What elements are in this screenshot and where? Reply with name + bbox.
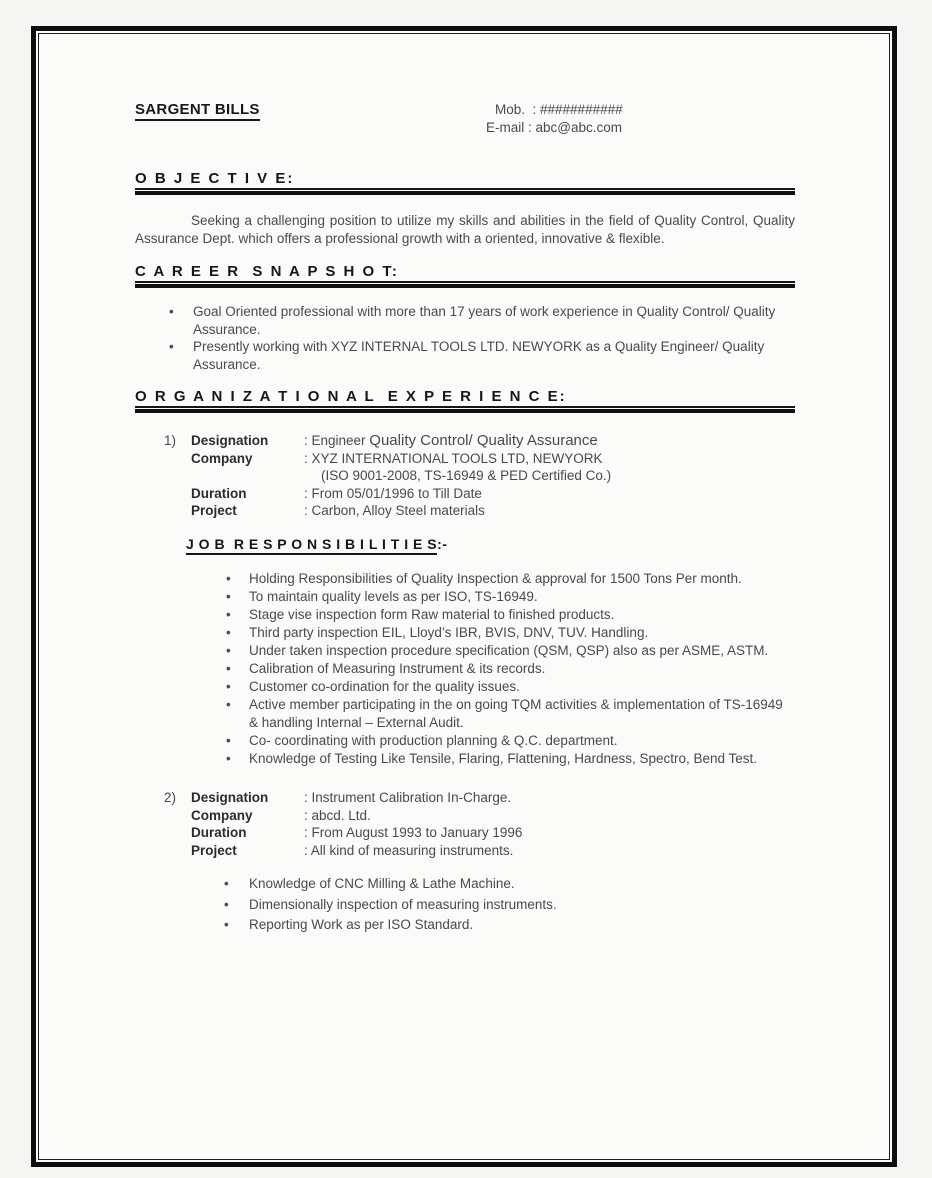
- list-item: • Knowledge of CNC Milling & Lathe Machine.: [135, 875, 795, 893]
- designation-label: Designation: [191, 433, 269, 448]
- list-item: • Co- coordinating with production planning & Q.C. department.: [135, 732, 795, 750]
- company-certification-note: (ISO 9001-2008, TS-16949 & PED Certified Co.): [321, 468, 612, 483]
- contact-mobile: Mob. : ###########: [495, 102, 623, 117]
- project-label: Project: [191, 842, 237, 858]
- candidate-name: SARGENT BILLS: [135, 102, 260, 121]
- project-value: : Carbon, Alloy Steel materials: [304, 503, 485, 518]
- company-value: : XYZ INTERNATIONAL TOOLS LTD, NEWYORK (ISO 9001-2008, TS-16949 & PED Certified Co.): [304, 450, 795, 485]
- duration-value: : From August 1993 to January 1996: [304, 825, 523, 841]
- list-item: • Holding Responsibilities of Quality Inspection & approval for 1500 Tons Per month.: [135, 570, 795, 588]
- job-responsibilities-heading-text: J O B R E S P O N S I B I L I T I E S: [186, 537, 437, 555]
- list-item: • Reporting Work as per ISO Standard.: [135, 916, 795, 934]
- project-value: : All kind of measuring instruments.: [304, 842, 514, 858]
- page-border-frame: [31, 26, 897, 1167]
- entry-number: 1): [164, 433, 177, 448]
- designation-value: : Engineer Quality Control/ Quality Assurance: [304, 432, 598, 449]
- section-career-snapshot-heading: [135, 264, 795, 288]
- entry-2-skills-list: [135, 875, 795, 934]
- header: [135, 101, 795, 137]
- list-item: • To maintain quality levels as per ISO, TS-16949.: [135, 588, 795, 606]
- list-item: • Calibration of Measuring Instrument & its records.: [135, 660, 795, 678]
- career-snapshot-list: [135, 303, 795, 373]
- section-organizational-experience-heading: [135, 389, 795, 413]
- experience-entry-2: [135, 789, 795, 859]
- designation-label: Designation: [191, 790, 269, 806]
- objective-text: Seeking a challenging position to utilize my skills and abilities in the field of Quality Control, Quality Assurance Dept. which offers a professional growth with a oriented, innovative & flexible.: [135, 213, 795, 246]
- list-item: • Under taken inspection procedure specification (QSM, QSP) also as per ASME, ASTM.: [135, 642, 795, 660]
- duration-label: Duration: [191, 825, 247, 841]
- duration-value: : From 05/01/1996 to Till Date: [304, 485, 482, 501]
- list-item: • Presently working with XYZ INTERNAL TOOLS LTD. NEWYORK as a Quality Engineer/ Quality Assurance.: [135, 338, 795, 373]
- list-item: • Third party inspection EIL, Lloyd’s IBR, BVIS, DNV, TUV. Handling.: [135, 624, 795, 642]
- list-item: • Knowledge of Testing Like Tensile, Flaring, Flattening, Hardness, Spectro, Bend Test.: [135, 750, 795, 768]
- contact-block: [486, 101, 623, 136]
- objective-heading-text: O B J E C T I V E:: [135, 171, 795, 190]
- company-value: : abcd. Ltd.: [304, 807, 371, 823]
- designation-value: : Instrument Calibration In-Charge.: [304, 790, 512, 806]
- list-item: • Goal Oriented professional with more than 17 years of work experience in Quality Control/ Quality Assurance.: [135, 303, 795, 338]
- list-item: • Active member participating in the on going TQM activities & implementation of TS-16949 & handling Internal – External Audit.: [135, 696, 795, 731]
- list-item: • Dimensionally inspection of measuring instruments.: [135, 896, 795, 914]
- organizational-experience-heading-text: O R G A N I Z A T I O N A L E X P E R I E N C E:: [135, 389, 795, 408]
- list-item: • Customer co-ordination for the quality issues.: [135, 678, 795, 696]
- entry-number: 2): [164, 790, 177, 806]
- page-content-area: [38, 33, 890, 1160]
- experience-entry-1: [135, 432, 795, 520]
- job-responsibilities-list: [135, 570, 795, 768]
- project-label: Project: [191, 503, 237, 518]
- company-label: Company: [191, 450, 253, 466]
- list-item: • Stage vise inspection form Raw material to finished products.: [135, 606, 795, 624]
- career-snapshot-heading-text: C A R E E R S N A P S H O T:: [135, 264, 795, 283]
- section-objective-heading: [135, 171, 795, 195]
- company-label: Company: [191, 807, 253, 823]
- contact-email: E-mail : abc@abc.com: [486, 119, 622, 135]
- job-responsibilities-heading: [186, 537, 795, 555]
- job-responsibilities-heading-suffix: :-: [437, 535, 448, 552]
- duration-label: Duration: [191, 485, 247, 501]
